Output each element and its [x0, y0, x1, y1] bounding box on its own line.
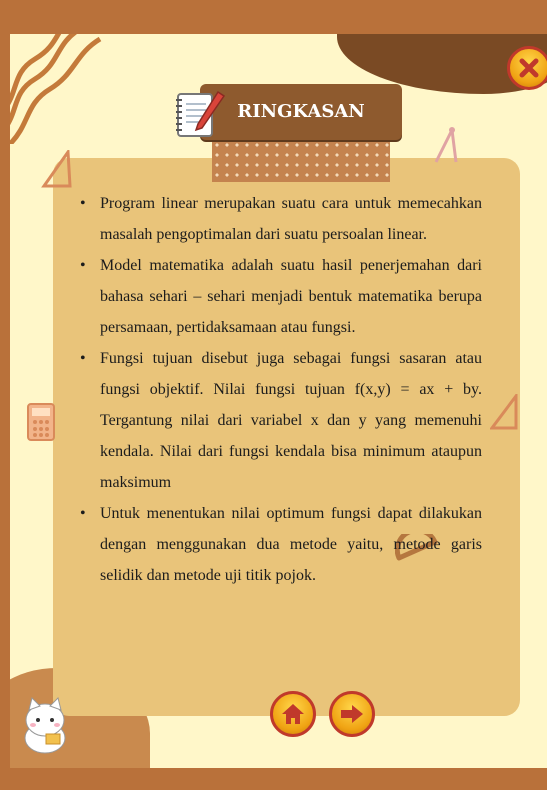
- page-title: RINGKASAN: [237, 101, 365, 122]
- list-item: • Model matematika adalah suatu hasil penerjemahan dari bahasa sehari – sehari menjadi bentuk matematika berupa persamaan, pertidaksamaan atau fungsi.: [88, 250, 482, 343]
- home-button[interactable]: [270, 691, 316, 737]
- compass-icon: [430, 126, 464, 166]
- arrow-right-icon: [339, 703, 365, 725]
- calculator-icon: [26, 402, 56, 442]
- title-banner: [200, 84, 402, 140]
- title-tape-decoration: [212, 140, 390, 182]
- summary-list: [88, 188, 482, 591]
- close-button[interactable]: [507, 46, 547, 90]
- wave-lines-decoration: [10, 34, 130, 144]
- title-box: [200, 84, 402, 140]
- close-icon: [518, 57, 540, 79]
- next-button[interactable]: [329, 691, 375, 737]
- triangle-ruler-icon: [490, 394, 520, 434]
- list-item: • Program linear merupakan suatu cara untuk memecahkan masalah pengoptimalan dari suatu persoalan linear.: [88, 188, 482, 250]
- list-item: • Untuk menentukan nilai optimum fungsi dapat dilakukan dengan menggunakan dua metode yaitu, metode garis selidik dan metode uji titik pojok.: [88, 498, 482, 591]
- cat-mascot: [16, 696, 74, 756]
- home-icon: [280, 702, 306, 726]
- list-item: • Fungsi tujuan disebut juga sebagai fungsi sasaran atau fungsi objektif. Nilai fungsi tujuan f(x,y) = ax + by. Tergantung nilai dari variabel x dan y yang memenuhi kendala. Nilai dari fungsi kendala bisa minimum ataupun maksimum: [88, 343, 482, 498]
- triangle-ruler-icon: [40, 150, 72, 190]
- notebook-pencil-icon: [172, 88, 228, 140]
